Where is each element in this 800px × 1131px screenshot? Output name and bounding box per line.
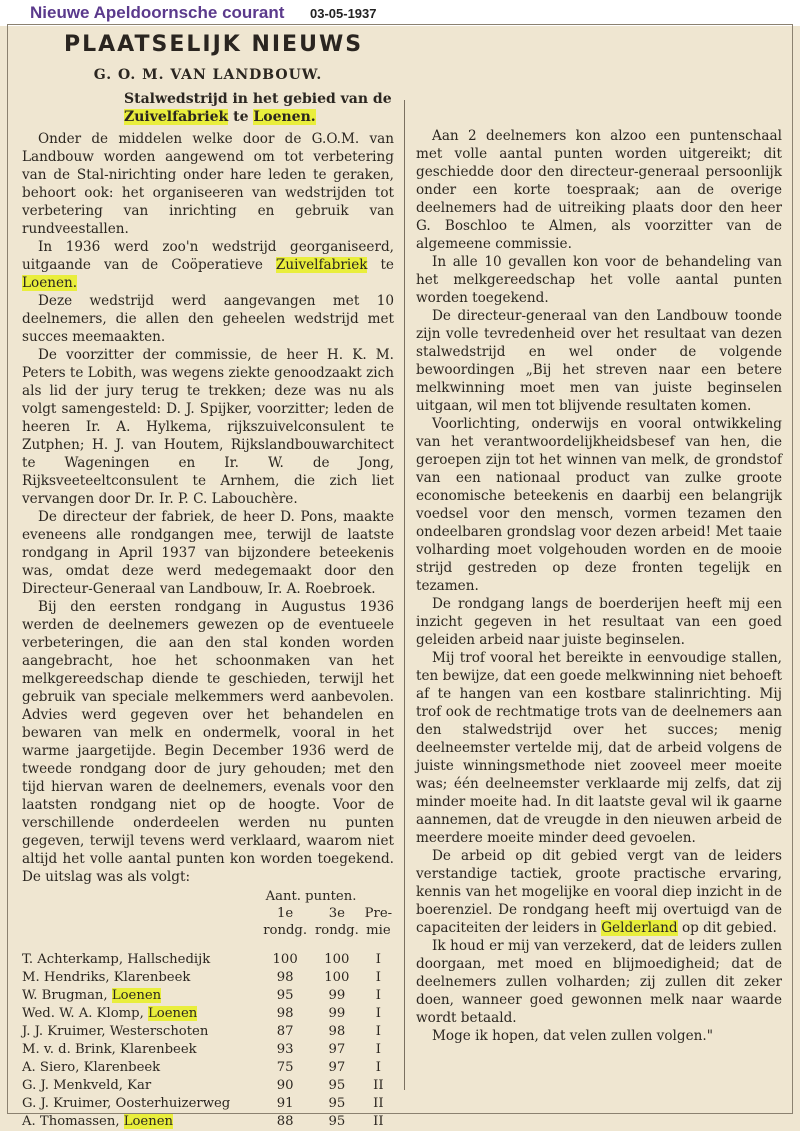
participant-name-text: G. J. Kruimer, Oosterhuizerweg [22,1096,231,1111]
prize: I [375,1060,381,1075]
prize: II [373,1078,384,1093]
result-row [22,1023,394,1041]
score-round-1: 88 [276,1114,294,1129]
highlight-gelderland: Gelderland [601,920,678,936]
score-round-3: 99 [328,988,346,1003]
prize: I [375,1042,381,1057]
paragraph: Moge ik hopen, dat velen zullen volgen." [432,1028,713,1044]
prize: I [375,1006,381,1021]
paragraph: Mij trof vooral het bereikte in eenvoudige stallen, ten bewijze, dat een goede melkwinning niet behoeft af te hangen van een kostbare stalinrichting. Mij trof ook de rechtmatige trots van de deelnemers aan den stalwedstrijd over het succes; menig deelneemster vertelde mij, dat de arbeid volgens de juiste winningsmethode niet zooveel meer moeite was; één deelneemster verklaarde mij zelfs, dat zij minder moeite had. In dit laatste geval wil ik gaarne aannemen, dat de vreugde in den nieuwen arbeid de meerdere moeite minder deed gevoelen. [416,650,782,846]
participant-name [22,1077,259,1095]
score-round-3: 95 [328,1096,346,1111]
highlight-zuivelfabriek: Zuivelfabriek [275,257,368,273]
paragraph: In alle 10 gevallen kon voor de behandeling van het melkgereedschap het volle aantal punten worden toegekend. [416,254,782,306]
participant-name-text: M. v. d. Brink, Klarenbeek [22,1042,197,1057]
participant-name-text: A. Siero, Klarenbeek [22,1060,161,1075]
header-rondg-3: rondg. [314,923,359,938]
prize: I [375,952,381,967]
results-body [22,951,394,1131]
prize: II [373,1114,384,1129]
prize: I [375,970,381,985]
paragraph-text: te [380,257,394,273]
score-round-1: 87 [276,1024,294,1039]
participant-name-text: T. Achterkamp, Hallschedijk [22,952,211,967]
paragraph: Bij den eersten rondgang in Augustus 1936 werden de deelnemers gewezen op de eventueele verbeteringen, die aan den stal konden worden aangebracht, hoe het schoonmaken van het melkgereedschap diende te geschieden, terwijl het gebruik van speciale melkemmers werd aanbevolen. Advies werd gegeven over het behandelen en bewaren van melk en ondermelk, vooral in het warme jaargetijde. Begin December 1936 werd de tweede rondgang door de jury gehouden; met den tijd hiervan waren de deelnemers, evenals voor den laatsten rondgang niet op de hoogte. Voor de verschillende onderdeelen werden nu punten gegeven, terwijl tevens werd verklaard, waarom niet altijd het volle aantal punten kon worden toegekend. De uitslag was als volgt: [22,599,394,885]
result-row [22,951,394,969]
highlight-loenen: Loenen. [253,109,316,125]
score-round-1: 75 [276,1060,294,1075]
participant-name [22,1059,259,1077]
participant-name-text: W. Brugman, [22,988,108,1003]
score-round-1: 98 [276,1006,294,1021]
participant-name [22,1095,259,1113]
section-title: PLAATSELIJK NIEUWS [64,32,364,57]
highlight-loenen: Loenen [148,1006,198,1021]
header-mie: mie [366,923,391,938]
result-row [22,1005,394,1023]
paragraph: De rondgang langs de boerderijen heeft mij een inzicht gegeven in het resultaat van een goed geleiden arbeid naar juiste beginselen. [416,596,782,648]
prize: I [375,988,381,1003]
score-round-1: 93 [276,1042,294,1057]
prize: II [373,1096,384,1111]
score-round-1: 91 [276,1096,294,1111]
highlight-zuivelfabriek: Zuivelfabriek [124,109,229,125]
result-row [22,1077,394,1095]
participant-name [22,987,259,1005]
participant-name [22,1041,259,1059]
paragraph: De voorzitter der commissie, de heer H. K. M. Peters te Lobith, was wegens ziekte genoodzaakt zich als lid der jury terug te trekken; deze was nu als volgt samengesteld: D. J. Spijker, voorzitter; leden de heeren Ir. A. Hylkema, rijkszuivelconsulent te Zutphen; H. J. van Houtem, Rijkslandbouwarchitect te Wageningen en Ir. W. de Jong, Rijksveeteeltconsulent te Arnhem, die zich liet vervangen door Dr. Ir. P. C. Labouchère. [22,347,394,507]
score-round-3: 100 [324,970,350,985]
participant-name [22,969,259,987]
article-heading: G. O. M. VAN LANDBOUW. [93,67,323,83]
paragraph: Ik houd er mij van verzekerd, dat de leiders zullen doorgaan, met moed en blijmoedigheid; dat de deelnemers zullen volharden; zij zullen dit zeker doen, wanneer goed gewonnen melk naar waarde wordt betaald. [416,938,782,1026]
highlight-loenen: Loenen [123,1114,174,1129]
score-round-1: 100 [272,952,298,967]
paragraph [22,238,394,292]
header-aant-punten: Aant. punten. [265,889,357,904]
highlight-loenen: Loenen. [22,275,78,291]
header-rondg-1: rondg. [263,923,308,938]
right-column [416,127,782,1045]
paragraph: Deze wedstrijd werd aangevangen met 10 deelnemers, die allen den geheelen wedstrijd met succes meemaakten. [22,293,394,345]
prize: I [375,1024,381,1039]
score-round-1: 90 [276,1078,294,1093]
result-row [22,969,394,987]
score-round-1: 98 [276,970,294,985]
score-round-3: 97 [328,1060,346,1075]
participant-name [22,1005,259,1023]
article-subheading [22,90,394,126]
paragraph-text: op dit gebied. [681,920,777,936]
participant-name-text: G. J. Menkveld, Kar [22,1078,152,1093]
results-table [22,888,394,1131]
result-row [22,1059,394,1077]
score-round-3: 97 [328,1042,346,1057]
score-round-3: 100 [324,952,350,967]
participant-name [22,1023,259,1041]
header-pre: Pre- [364,906,393,921]
header-3e: 3e [328,906,345,921]
paragraph: De directeur der fabriek, de heer D. Pons, maakte eveneens alle rondgangen mee, terwijl de laatste rondgang in April 1937 van bijzondere beteekenis was, omdat deze werd medegemaakt door den Directeur-Generaal van Landbouw, Ir. A. Roebroek. [22,509,394,597]
result-row [22,1113,394,1131]
participant-name-text: M. Hendriks, Klarenbeek [22,970,191,985]
paragraph: De directeur-generaal van den Landbouw toonde zijn volle tevredenheid over het resultaat van dezen stalwedstrijd en wel onder de volgende bewoordingen „Bij het streven naar een betere melkwinning moet men van juiste beginselen uitgaan, wil men tot blijvende resultaten komen. [416,308,782,414]
header-1e: 1e [277,906,294,921]
score-round-3: 95 [328,1078,346,1093]
paragraph: Aan 2 deelnemers kon alzoo een puntenschaal met volle aantal punten worden uitgereikt; dit geschiedde door den directeur-generaal persoonlijk onder een korte toespraak; aan de overige deelnemers had de uitreiking plaats door den heer G. Boschloo te Almen, als voorzitter van de algemeene commissie. [416,128,782,252]
score-round-1: 95 [276,988,294,1003]
participant-name-text: A. Thomassen, [22,1114,120,1129]
paragraph-text: De arbeid op dit gebied vergt van de leiders verstandige tactiek, groote practische ervaring, kennis van het mogelijke en vooral diep inzicht in de boerenziel. De rondgang heeft mij overtuigd van de capaciteiten der leiders in [416,848,782,936]
paragraph-text: In 1936 werd zoo'n wedstrijd georganiseerd, uitgaande van de Coöperatieve [22,239,394,273]
masthead [0,0,800,26]
participant-name-text: J. J. Kruimer, Westerschoten [22,1024,209,1039]
issue-date: 03-05-1937 [310,6,377,21]
left-column [22,62,394,1131]
participant-name [22,951,259,969]
paragraph [416,847,782,937]
participant-name-text: Wed. W. A. Klomp, [22,1006,144,1021]
result-row [22,1041,394,1059]
paragraph: Voorlichting, onderwijs en vooral ontwikkeling van het verantwoordelijkheidsbesef van hen, die geroepen zijn tot het winnen van melk, de grondstof van een nationaal product van zulke groote economische beteekenis en daarbij een belangrijk voedsel voor den mensch, vormen tezamen den ondeelbaren grondslag voor dezen arbeid! Met taaie volharding moet volgehouden worden en de mooie strijd gestreden op deze fronten tegelijk en tezamen. [416,416,782,594]
participant-name [22,1113,259,1131]
result-row [22,987,394,1005]
paragraph: Onder de middelen welke door de G.O.M. van Landbouw worden aangewend om tot verbetering van de Stal-nirichting onder hare leden te geraken, behoort ook: het organiseeren van wedstrijden tot verbetering van inrichting en gebruik van rundveestallen. [22,131,394,237]
score-round-3: 98 [328,1024,346,1039]
highlight-loenen: Loenen [111,988,162,1003]
score-round-3: 99 [328,1006,346,1021]
subheading-line: Stalwedstrijd in het gebied van de [124,91,392,107]
newspaper-name: Nieuwe Apeldoornsche courant [30,3,285,22]
score-round-3: 95 [328,1114,346,1129]
result-row [22,1095,394,1113]
subheading-te: te [233,109,249,125]
column-divider [404,100,405,1090]
